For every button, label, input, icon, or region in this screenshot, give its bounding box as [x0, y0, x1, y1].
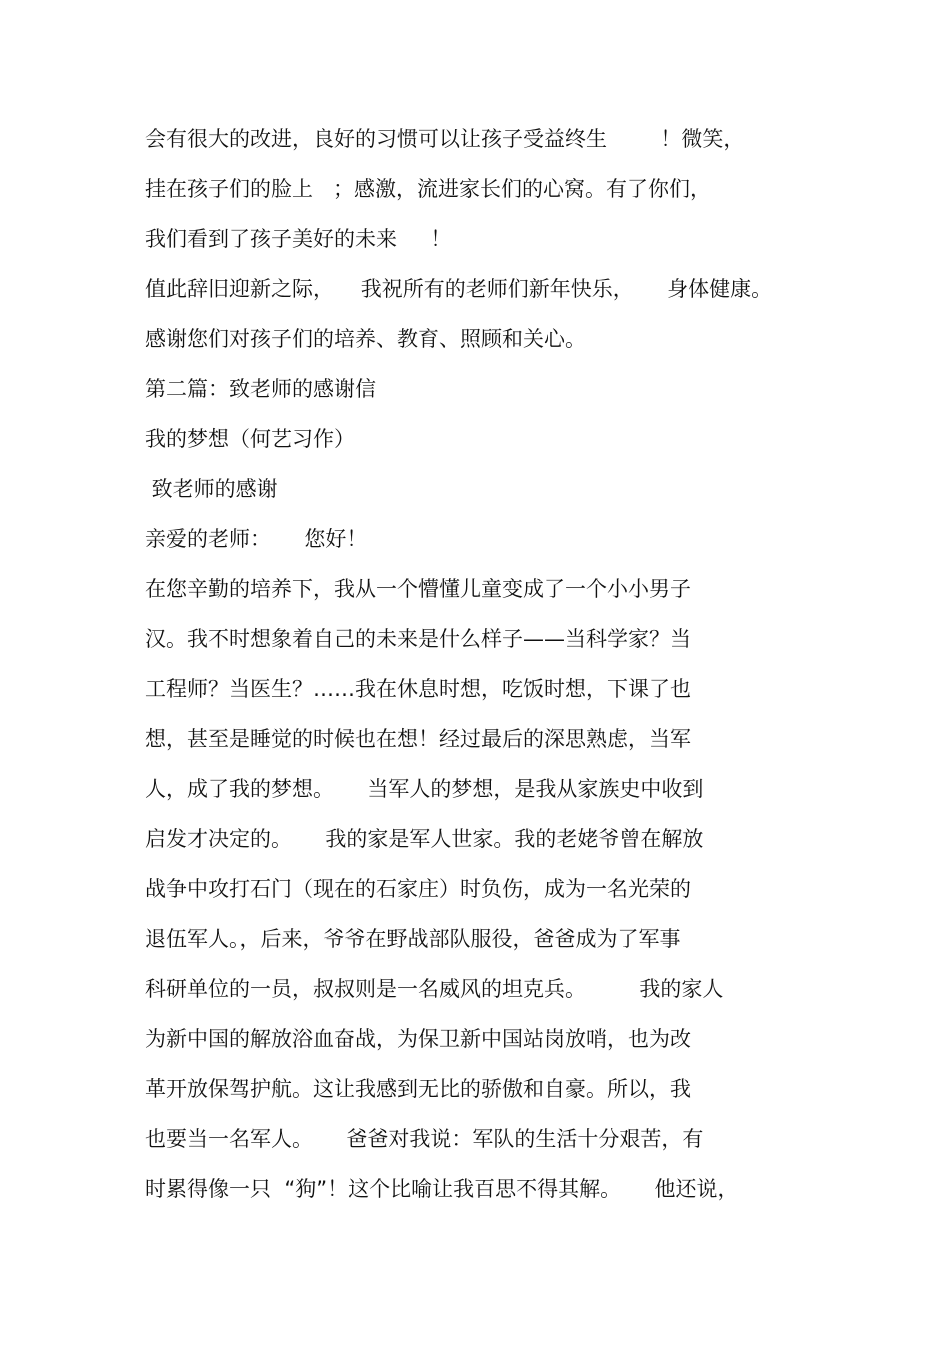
text-line: 挂在孩子们的脸上 ；感激，流进家长们的心窝。有了你们， [145, 177, 712, 201]
text-line: 为新中国的解放浴血奋战，为保卫新中国站岗放哨，也为改 [145, 1027, 691, 1051]
text-line: 也要当一名军人。 爸爸对我说：军队的生活十分艰苦，有 [145, 1127, 704, 1151]
text-line: 时累得像一只 “狗”！这个比喻让我百思不得其解。 他还说， [145, 1177, 739, 1201]
text-line: 感谢您们对孩子们的培养、教育、照顾和关心。 [145, 327, 586, 351]
text-line: 汉。我不时想象着自己的未来是什么样子——当科学家？当 [145, 627, 691, 651]
text-line: 在您辛勤的培养下，我从一个懵懂儿童变成了一个小小男子 [145, 577, 691, 601]
text-line: 工程师？当医生？……我在休息时想，吃饭时想，下课了也 [145, 677, 691, 701]
text-line: 人，成了我的梦想。 当军人的梦想，是我从家族史中收到 [145, 777, 704, 801]
text-line: 值此辞旧迎新之际， 我祝所有的老师们新年快乐， 身体健康。 [145, 277, 773, 301]
text-line: 科研单位的一员，叔叔则是一名威风的坦克兵。 我的家人 [145, 977, 724, 1001]
text-line: 想，甚至是睡觉的时候也在想！经过最后的深思熟虑，当军 [145, 727, 691, 751]
text-line: 战争中攻打石门（现在的石家庄）时负伤，成为一名光荣的 [145, 877, 691, 901]
text-line: 我们看到了孩子美好的未来 ！ [145, 227, 452, 251]
text-line: 退伍军人。，后来，爷爷在野战部队服役，爸爸成为了军事 [145, 927, 681, 951]
letter-title: 致老师的感谢 [145, 477, 278, 501]
text-line: 会有很大的改进，良好的习惯可以让孩子受益终生 ！微笑， [145, 127, 745, 151]
letter-salutation: 亲爱的老师： 您好！ [145, 527, 368, 551]
text-line: 革开放保驾护航。这让我感到无比的骄傲和自豪。所以，我 [145, 1077, 691, 1101]
essay-title: 我的梦想（何艺习作） [145, 427, 355, 451]
section-heading: 第二篇：致老师的感谢信 [145, 377, 376, 401]
text-line: 启发才决定的。 我的家是军人世家。我的老姥爷曾在解放 [145, 827, 704, 851]
